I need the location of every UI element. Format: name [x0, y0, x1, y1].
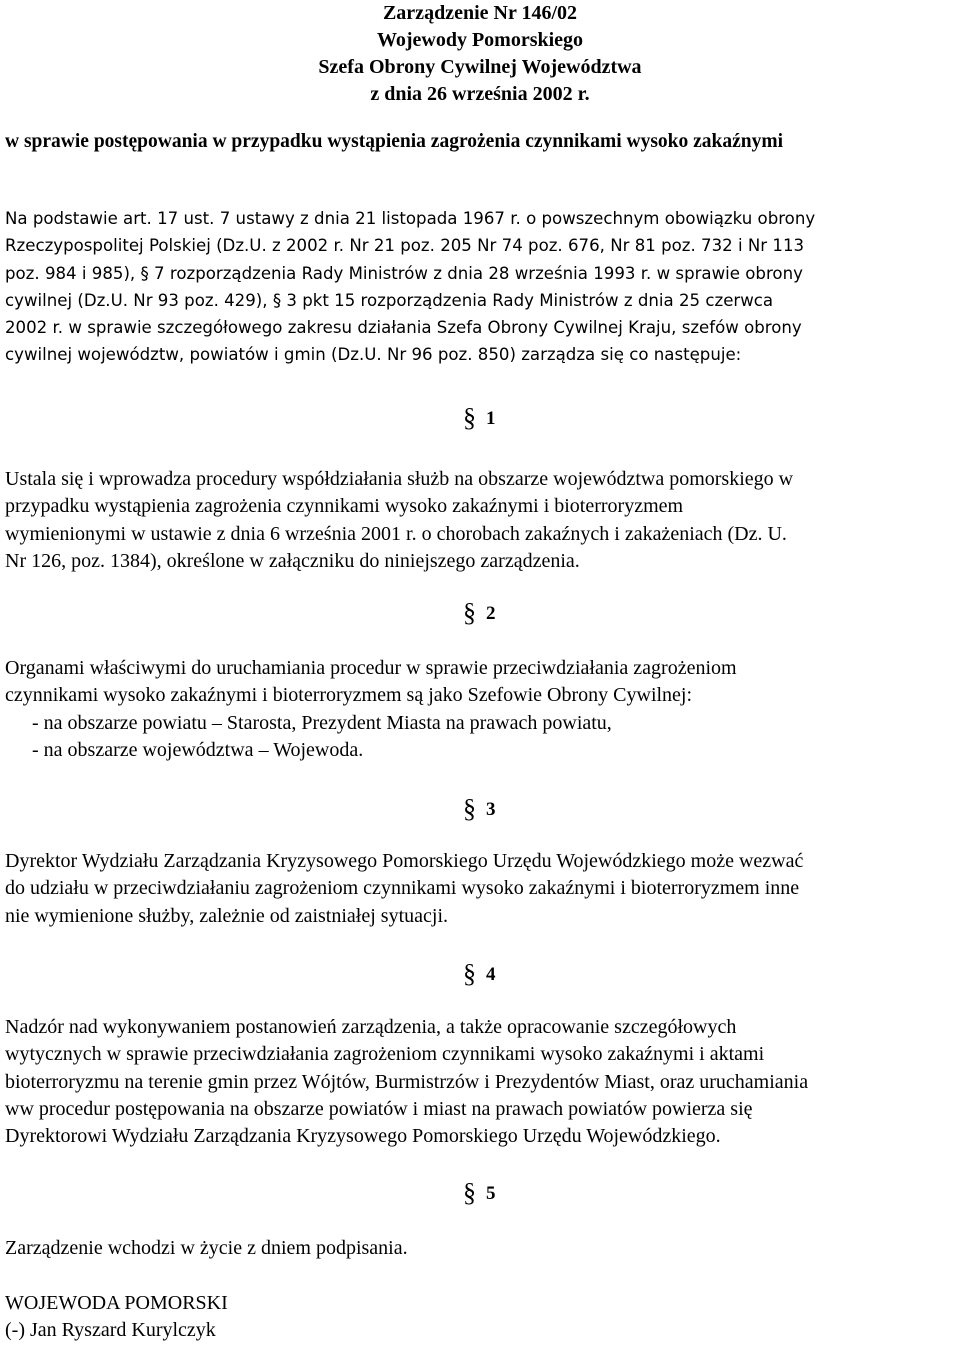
section-body-2: [5, 655, 960, 764]
header-title: Zarządzenie Nr 146/02: [382, 2, 578, 24]
section-line: Dyrektorowi Wydziału Zarządzania Kryzysowego Pomorskiego Urzędu Wojewódzkiego.: [5, 1125, 721, 1148]
signature-title: WOJEWODA POMORSKI: [5, 1292, 228, 1314]
section-line: nie wymienione służby, zależnie od zaistniałej sytuacji.: [5, 904, 448, 927]
section-symbol: §: [463, 794, 476, 823]
section-line: - na obszarze powiatu – Starosta, Prezydent Miasta na prawach powiatu,: [32, 711, 612, 734]
section-line: bioterroryzmu na terenie gmin przez Wójtów, Burmistrzów i Prezydentów Miast, oraz uruchamiania: [5, 1070, 809, 1093]
signature-name: (-) Jan Ryszard Kurylczyk: [5, 1319, 216, 1341]
section-line: Dyrektor Wydziału Zarządzania Kryzysowego Pomorskiego Urzędu Wojewódzkiego może wezwać: [5, 850, 804, 872]
section-symbol: §: [463, 959, 476, 988]
section-line: wymienionymi w ustawie z dnia 6 września 2001 r. o chorobach zakaźnych i zakażeniach (Dz. U.: [5, 522, 787, 545]
section-line: wytycznych w sprawie przeciwdziałania zagrożeniom czynnikami wysoko zakaźnymi i aktami: [5, 1043, 765, 1066]
section-number: 4: [486, 964, 496, 985]
section-line: Ustala się i wprowadza procedury współdziałania służb na obszarze województwa pomorskiego w: [5, 468, 794, 490]
document-subject: w sprawie postępowania w przypadku wystąpienia zagrożenia czynnikami wysoko zakaźnymi: [5, 131, 784, 152]
section-body-4: [5, 1014, 960, 1150]
section-heading-5: [463, 1178, 496, 1208]
section-number: 3: [486, 799, 496, 820]
preamble-line: Rzeczypospolitej Polskiej (Dz.U. z 2002 r. Nr 21 poz. 205 Nr 74 poz. 676, Nr 81 poz. 732 i Nr 113: [5, 236, 805, 256]
header-date: z dnia 26 września 2002 r.: [370, 83, 590, 105]
section-heading-2: [463, 598, 496, 628]
section-symbol: §: [463, 403, 476, 432]
section-line: Nadzór nad wykonywaniem postanowień zarządzenia, a także opracowanie szczegółowych: [5, 1016, 737, 1038]
section-body-5: [5, 1235, 960, 1262]
section-line: ww procedur postępowania na obszarze powiatów i miast na prawach powiatów powierza się: [5, 1097, 753, 1120]
section-body-1: [5, 466, 960, 575]
section-line: Nr 126, poz. 1384), określone w załączniku do niniejszego zarządzenia.: [5, 549, 580, 572]
preamble-line: poz. 984 i 985), § 7 rozporządzenia Rady Ministrów z dnia 28 września 1993 r. w sprawie obrony: [5, 263, 803, 283]
section-symbol: §: [463, 598, 476, 627]
signature-block: [5, 1290, 228, 1344]
preamble-line: cywilnej (Dz.U. Nr 93 poz. 429), § 3 pkt 15 rozporządzenia Rady Ministrów z dnia 25 czerwca: [5, 290, 774, 310]
section-line: Zarządzenie wchodzi w życie z dniem podpisania.: [5, 1237, 408, 1259]
section-line: - na obszarze województwa – Wojewoda.: [32, 738, 364, 761]
header-issuer-role: Szefa Obrony Cywilnej Województwa: [318, 56, 642, 78]
document-header: [0, 0, 960, 108]
section-line: przypadku wystąpienia zagrożenia czynnikami wysoko zakaźnymi i bioterroryzmem: [5, 495, 684, 518]
section-symbol: §: [463, 1178, 476, 1207]
preamble-line: 2002 r. w sprawie szczegółowego zakresu działania Szefa Obrony Cywilnej Kraju, szefów obrony: [5, 318, 802, 338]
section-line: czynnikami wysoko zakaźnymi i bioterroryzmem są jako Szefowie Obrony Cywilnej:: [5, 684, 693, 707]
section-heading-4: [463, 959, 496, 989]
preamble-line: cywilnej województw, powiatów i gmin (Dz.U. Nr 96 poz. 850) zarządza się co następuje:: [5, 345, 742, 365]
section-number: 5: [486, 1183, 496, 1204]
section-line: do udziału w przeciwdziałaniu zagrożeniom czynnikami wysoko zakaźnymi i bioterroryzmem inne: [5, 877, 800, 900]
section-number: 2: [486, 603, 496, 624]
section-body-3: [5, 848, 960, 930]
section-line: Organami właściwymi do uruchamiania procedur w sprawie przeciwdziałania zagrożeniom: [5, 657, 737, 679]
section-number: 1: [486, 408, 496, 429]
preamble-line: Na podstawie art. 17 ust. 7 ustawy z dnia 21 listopada 1967 r. o powszechnym obowiązku obrony: [5, 209, 816, 228]
section-heading-1: [463, 403, 496, 433]
header-issuer: Wojewody Pomorskiego: [376, 29, 584, 51]
section-heading-3: [463, 794, 496, 824]
preamble: [5, 205, 955, 369]
